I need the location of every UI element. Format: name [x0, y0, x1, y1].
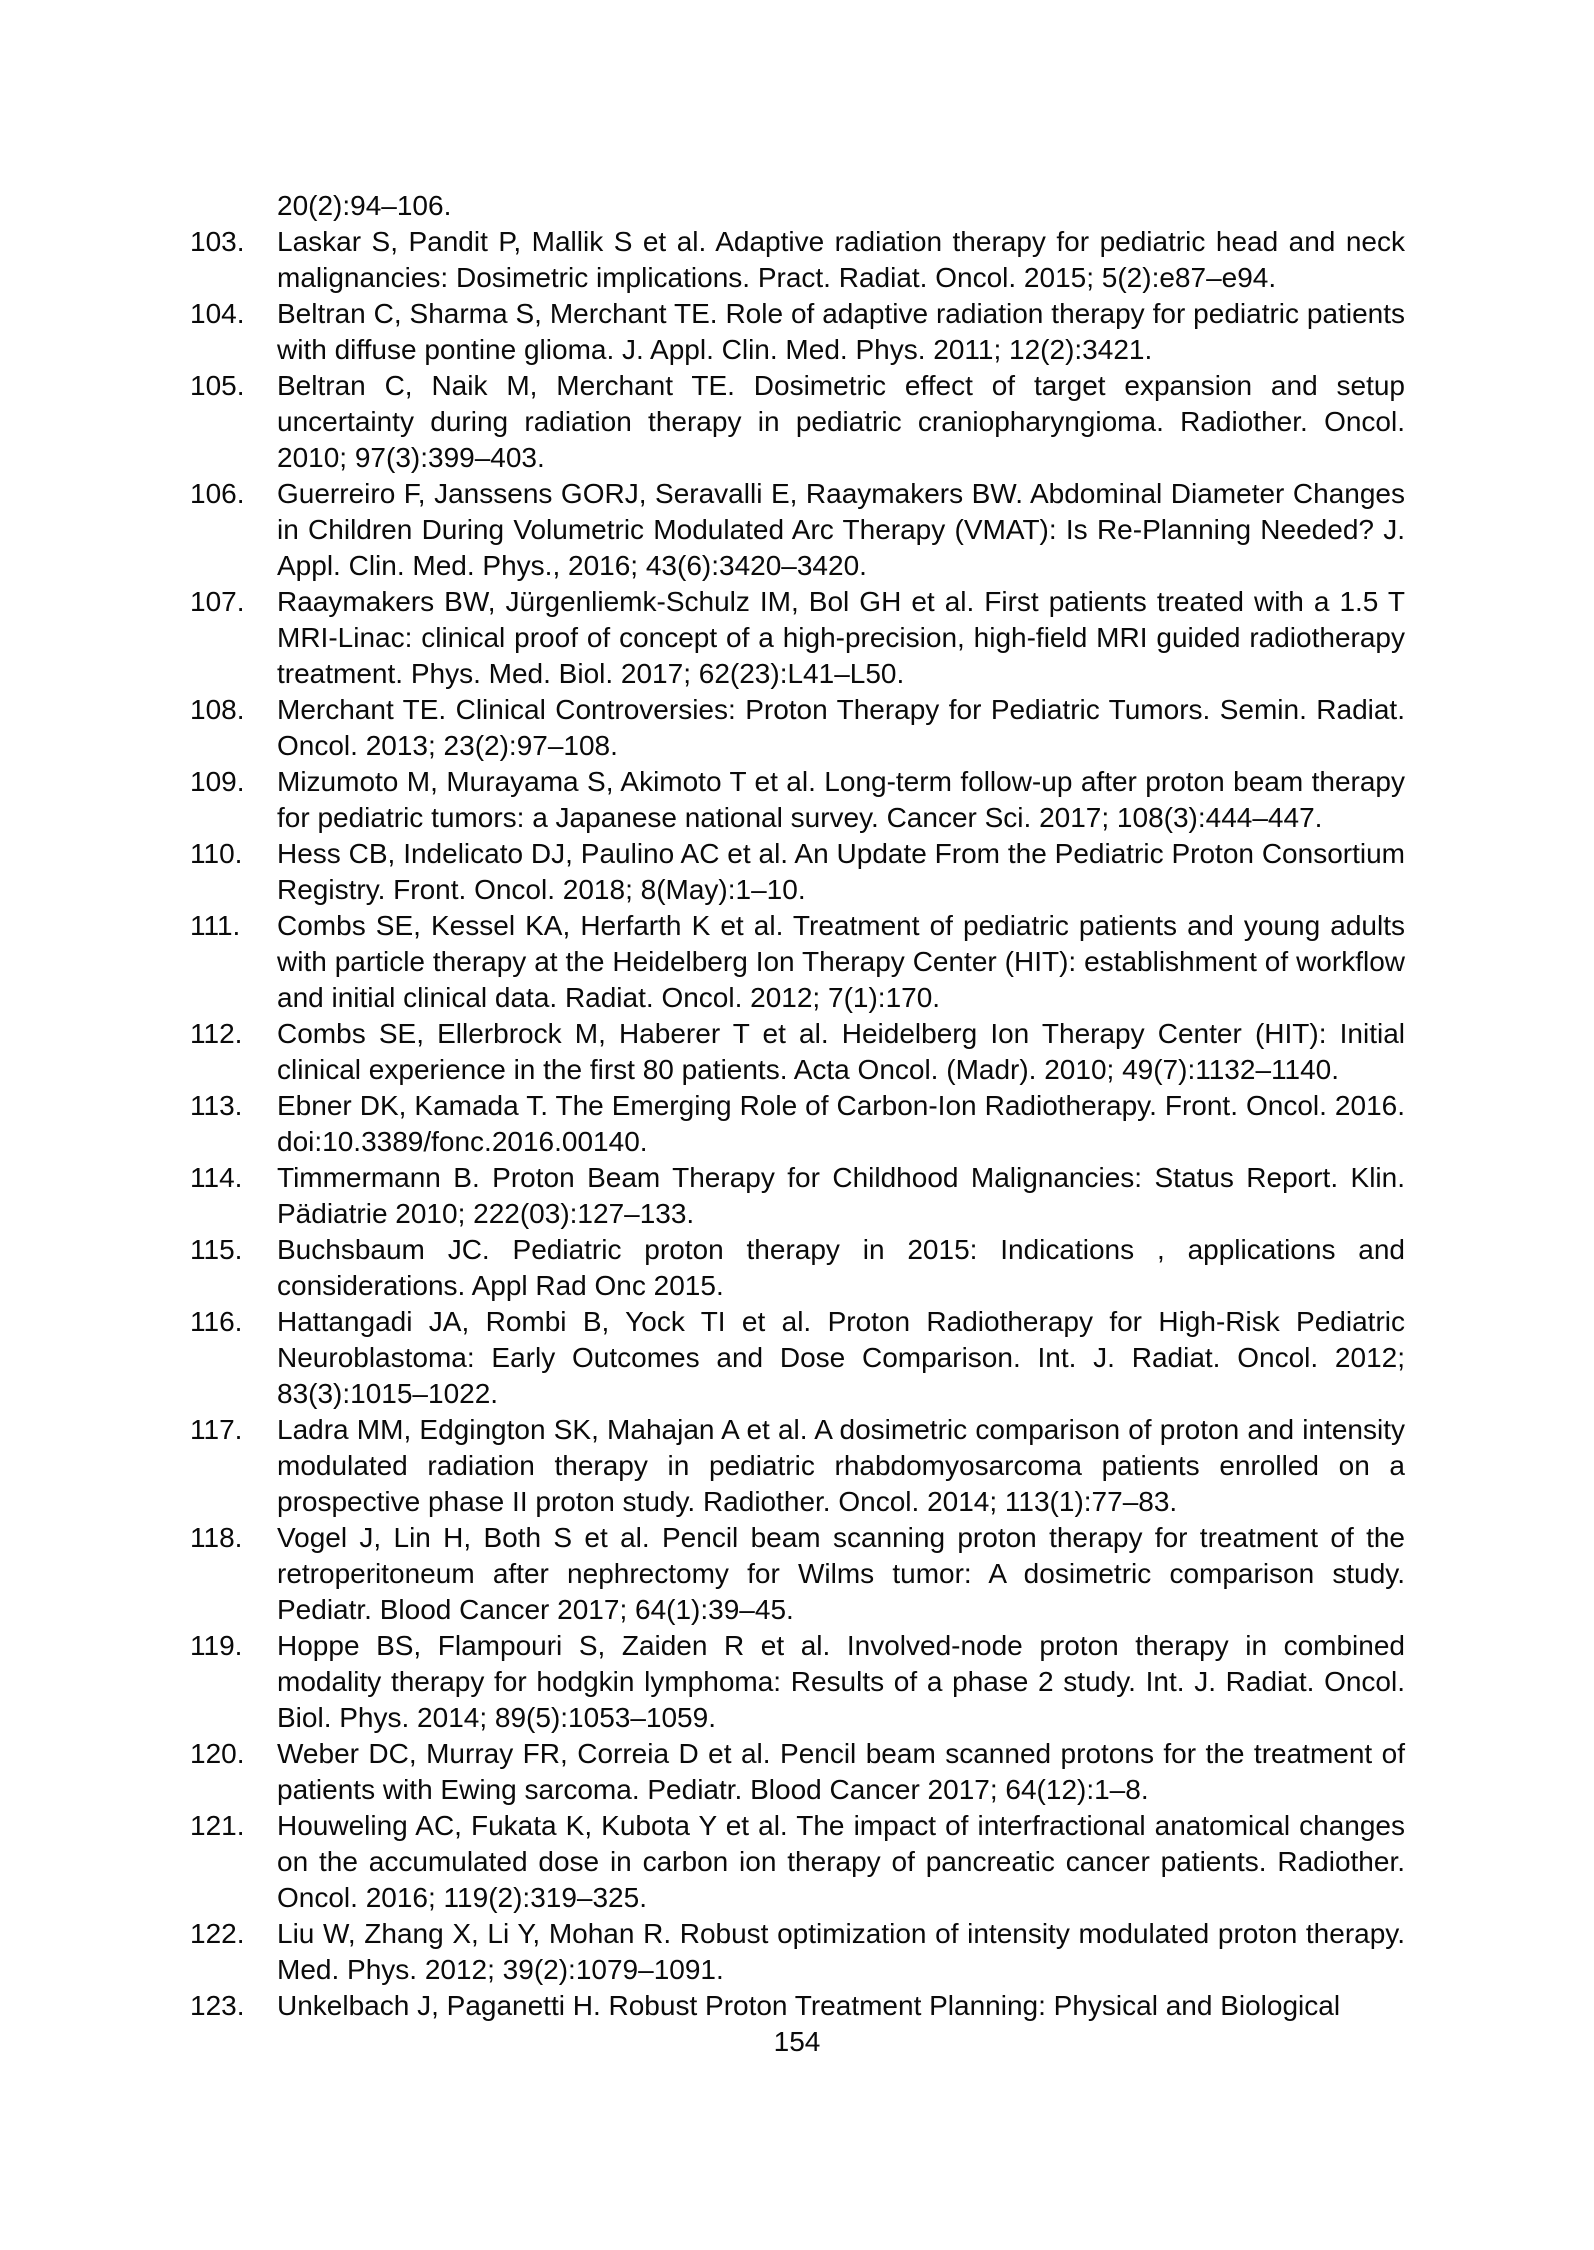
reference-text: Vogel J, Lin H, Both S et al. Pencil beam scanning proton therapy for treatment of the retroperitoneum after nephrectomy for Wilms tumor: A dosimetric comparison study. Pediatr. Blood Cancer 2017; 64(1):39–45. [277, 1522, 1405, 1625]
reference-item [190, 1088, 1405, 1160]
reference-item [190, 1232, 1405, 1304]
reference-number: 108. [190, 694, 245, 725]
reference-text: Timmermann B. Proton Beam Therapy for Childhood Malignancies: Status Report. Klin. Pädiatrie 2010; 222(03):127–133. [277, 1162, 1405, 1229]
reference-text: Buchsbaum JC. Pediatric proton therapy in 2015: Indications , applications and considerations. Appl Rad Onc 2015. [277, 1234, 1405, 1301]
reference-item [190, 1016, 1405, 1088]
reference-item [190, 1412, 1405, 1520]
reference-number: 109. [190, 766, 245, 797]
reference-number: 103. [190, 226, 245, 257]
reference-item [190, 1916, 1405, 1988]
reference-item [190, 1304, 1405, 1412]
reference-text: Houweling AC, Fukata K, Kubota Y et al. The impact of interfractional anatomical changes on the accumulated dose in carbon ion therapy of pancreatic cancer patients. Radiother. Oncol. 2016; 119(2):319–325. [277, 1810, 1405, 1913]
reference-number: 112. [190, 1018, 243, 1049]
reference-item [190, 296, 1405, 368]
reference-item [190, 1988, 1405, 2024]
reference-item [190, 368, 1405, 476]
references-list [190, 188, 1405, 2024]
reference-number: 117. [190, 1414, 243, 1445]
reference-item [190, 1808, 1405, 1916]
reference-item [190, 1160, 1405, 1232]
reference-text: Combs SE, Ellerbrock M, Haberer T et al. Heidelberg Ion Therapy Center (HIT): Initial clinical experience in the first 80 patients. Acta Oncol. (Madr). 2010; 49(7):1132–1140. [277, 1018, 1405, 1085]
reference-item [190, 1736, 1405, 1808]
reference-item [190, 1520, 1405, 1628]
reference-text: Hoppe BS, Flampouri S, Zaiden R et al. Involved-node proton therapy in combined modality therapy for hodgkin lymphoma: Results of a phase 2 study. Int. J. Radiat. Oncol. Biol. Phys. 2014; 89(5):1053–1059. [277, 1630, 1405, 1733]
reference-number: 115. [190, 1234, 243, 1265]
reference-text: Beltran C, Sharma S, Merchant TE. Role of adaptive radiation therapy for pediatric patients with diffuse pontine glioma. J. Appl. Clin. Med. Phys. 2011; 12(2):3421. [277, 298, 1405, 365]
reference-text: Merchant TE. Clinical Controversies: Proton Therapy for Pediatric Tumors. Semin. Radiat. Oncol. 2013; 23(2):97–108. [277, 694, 1405, 761]
reference-item [190, 908, 1405, 1016]
reference-number: 116. [190, 1306, 243, 1337]
reference-item [190, 476, 1405, 584]
reference-number: 120. [190, 1738, 245, 1769]
reference-text: Ladra MM, Edgington SK, Mahajan A et al. A dosimetric comparison of proton and intensity modulated radiation therapy in pediatric rhabdomyosarcoma patients enrolled on a prospective phase II proton study. Radiother. Oncol. 2014; 113(1):77–83. [277, 1414, 1405, 1517]
reference-number: 122. [190, 1918, 245, 1949]
reference-text: Ebner DK, Kamada T. The Emerging Role of Carbon-Ion Radiotherapy. Front. Oncol. 2016. doi:10.3389/fonc.2016.00140. [277, 1090, 1405, 1157]
reference-number: 113. [190, 1090, 243, 1121]
page-number: 154 [773, 2026, 821, 2057]
reference-text: Mizumoto M, Murayama S, Akimoto T et al. Long-term follow-up after proton beam therapy for pediatric tumors: a Japanese national survey. Cancer Sci. 2017; 108(3):444–447. [277, 766, 1405, 833]
reference-number: 105. [190, 370, 245, 401]
reference-text: Weber DC, Murray FR, Correia D et al. Pencil beam scanned protons for the treatment of patients with Ewing sarcoma. Pediatr. Blood Cancer 2017; 64(12):1–8. [277, 1738, 1405, 1805]
reference-text: Guerreiro F, Janssens GORJ, Seravalli E, Raaymakers BW. Abdominal Diameter Changes in Children During Volumetric Modulated Arc Therapy (VMAT): Is Re-Planning Needed? J. Appl. Clin. Med. Phys., 2016; 43(6):3420–3420. [277, 478, 1405, 581]
reference-item [190, 1628, 1405, 1736]
reference-item [190, 224, 1405, 296]
reference-text: Beltran C, Naik M, Merchant TE. Dosimetric effect of target expansion and setup uncertainty during radiation therapy in pediatric craniopharyngioma. Radiother. Oncol. 2010; 97(3):399–403. [277, 370, 1405, 473]
reference-text: Combs SE, Kessel KA, Herfarth K et al. Treatment of pediatric patients and young adults with particle therapy at the Heidelberg Ion Therapy Center (HIT): establishment of workflow and initial clinical data. Radiat. Oncol. 2012; 7(1):170. [277, 910, 1405, 1013]
reference-number: 106. [190, 478, 245, 509]
reference-number: 104. [190, 298, 245, 329]
reference-text: Hess CB, Indelicato DJ, Paulino AC et al. An Update From the Pediatric Proton Consortium Registry. Front. Oncol. 2018; 8(May):1–10. [277, 838, 1405, 905]
reference-text: Raaymakers BW, Jürgenliemk-Schulz IM, Bol GH et al. First patients treated with a 1.5 T MRI-Linac: clinical proof of concept of a high-precision, high-field MRI guided radiotherapy treatment. Phys. Med. Biol. 2017; 62(23):L41–L50. [277, 586, 1405, 689]
reference-number: 107. [190, 586, 245, 617]
reference-item [190, 188, 1405, 224]
reference-item [190, 692, 1405, 764]
reference-number: 121. [190, 1810, 245, 1841]
reference-number: 110. [190, 838, 243, 869]
reference-text: Laskar S, Pandit P, Mallik S et al. Adaptive radiation therapy for pediatric head and neck malignancies: Dosimetric implications. Pract. Radiat. Oncol. 2015; 5(2):e87–e94. [277, 226, 1405, 293]
reference-text: Liu W, Zhang X, Li Y, Mohan R. Robust optimization of intensity modulated proton therapy. Med. Phys. 2012; 39(2):1079–1091. [277, 1918, 1405, 1985]
reference-number: 123. [190, 1990, 245, 2021]
reference-text: Hattangadi JA, Rombi B, Yock TI et al. Proton Radiotherapy for High-Risk Pediatric Neuroblastoma: Early Outcomes and Dose Comparison. Int. J. Radiat. Oncol. 2012; 83(3):1015–1022. [277, 1306, 1405, 1409]
reference-item [190, 836, 1405, 908]
reference-item [190, 764, 1405, 836]
reference-number: 111. [190, 910, 241, 941]
reference-text: 20(2):94–106. [277, 190, 452, 221]
reference-text: Unkelbach J, Paganetti H. Robust Proton Treatment Planning: Physical and Biological [277, 1990, 1341, 2021]
reference-item [190, 584, 1405, 692]
reference-number: 119. [190, 1630, 243, 1661]
reference-number: 118. [190, 1522, 243, 1553]
reference-number: 114. [190, 1162, 243, 1193]
